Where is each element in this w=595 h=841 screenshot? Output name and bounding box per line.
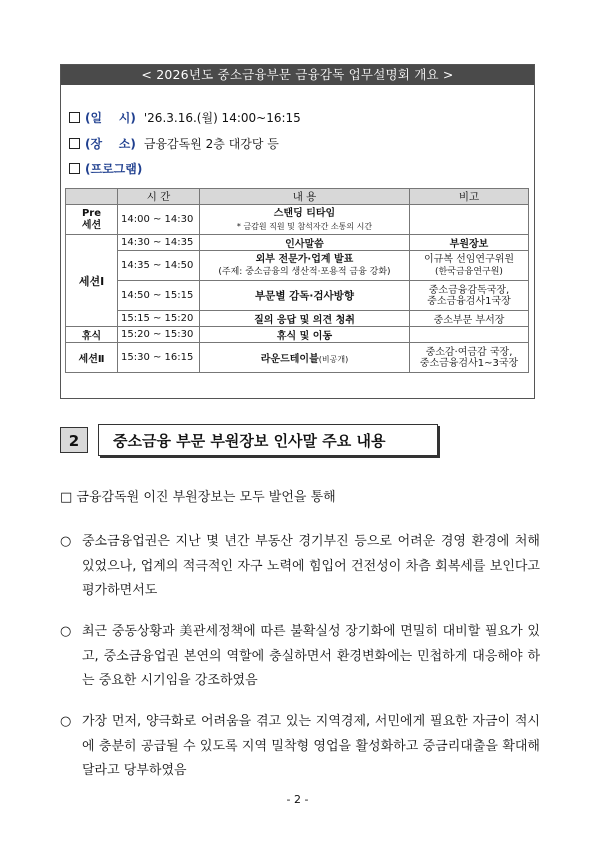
checkbox-square-icon [69,138,80,149]
session2-label: 세션Ⅱ [66,343,118,373]
header-note: 비고 [410,189,529,205]
note-cell [410,251,529,281]
note-sub: (한국금융연구원) [435,266,503,277]
note-main: 이규복 선임연구위원 [423,253,515,265]
content-cell [200,343,410,373]
time-cell: 14:50 ~ 15:15 [118,281,200,311]
time-cell: 15:30 ~ 16:15 [118,343,200,373]
header-content: 내 용 [200,189,410,205]
content-sub: (비공개) [318,355,349,364]
overview-box [60,64,535,399]
content-sub: (주제: 중소금융의 생산적·포용적 금융 강화) [218,266,391,277]
place-line [69,135,279,152]
bullet-text: 최근 중동상황과 美관세정책에 따른 불확실성 장기화에 면밀히 대비할 필요가 있고, 중소금융업권 본연의 역할에 충실하면서 환경변화에는 민첩하게 대응해야 하는 중요한 시기임을 강조하였음 [82,624,540,688]
date-line [69,109,301,126]
content-cell [200,205,410,235]
content-cell: 휴식 및 이동 [200,327,410,343]
program-line [69,160,142,177]
session1-label: 세션Ⅰ [66,235,118,327]
note-cell [410,205,529,235]
time-cell: 15:20 ~ 15:30 [118,327,200,343]
circle-bullet-icon: ○ [60,714,72,729]
program-table [65,188,529,373]
bullet-item [60,620,540,694]
time-cell: 15:15 ~ 15:20 [118,311,200,327]
bullet-item [60,710,540,784]
note-cell: 중소부문 부서장 [410,311,529,327]
note-sub: 중소금융검사1~3국장 [419,357,519,369]
time-cell: 14:00 ~ 14:30 [118,205,200,235]
pre-session-label: Pre 세션 [66,205,118,235]
time-cell: 14:35 ~ 14:50 [118,251,200,281]
content-main: 외부 전문가·업계 발표 [255,253,354,265]
bullet-text: 중소금융업권은 지난 몇 년간 부동산 경기부진 등으로 어려운 경영 환경에 처해 있었으나, 업계의 적극적인 자구 노력에 힘입어 건전성이 차츰 회복세를 보인다고 평가하면서도 [82,534,540,598]
note-main: 중소금융감독국장, [428,284,510,296]
circle-bullet-icon: ○ [60,534,72,549]
circle-bullet-icon: ○ [60,624,72,639]
section-title: 중소금융 부문 부원장보 인사말 주요 내용 [98,424,438,456]
note-cell [410,343,529,373]
content-cell [200,251,410,281]
time-cell: 14:30 ~ 14:35 [118,235,200,251]
place-label: (장 소) [85,137,136,151]
checkbox-square-icon [69,163,80,174]
intro-paragraph: □ 금융감독원 이진 부원장보는 모두 발언을 통해 [60,490,336,505]
content-cell: 인사말씀 [200,235,410,251]
note-main: 중소감·여금감 국장, [425,346,513,358]
note-cell: 부원장보 [410,235,529,251]
place-value: 금융감독원 2층 대강당 등 [143,137,279,151]
section-number: 2 [60,427,88,453]
program-label: (프로그램) [85,162,143,176]
content-sub: * 금감원 직원 및 참석자간 소통의 시간 [236,221,373,231]
section-2-heading [60,424,440,458]
bullet-text: 가장 먼저, 양극화로 어려움을 겪고 있는 지역경제, 서민에게 필요한 자금이 적시에 충분히 공급될 수 있도록 지역 밀착형 영업을 활성화하고 중금리대출을 확대해 달라고 당부하였음 [82,714,540,778]
checkbox-square-icon [69,112,80,123]
bullet-item [60,530,540,604]
content-main: 스탠딩 티타임 [273,207,336,219]
note-cell [410,281,529,311]
page-number: - 2 - [286,793,309,806]
content-cell: 질의 응답 및 의견 청취 [200,311,410,327]
header-time: 시 간 [118,189,200,205]
date-label: (일 시) [85,111,136,125]
header-blank [66,189,118,205]
content-main: 라운드테이블 [260,354,319,365]
overview-title: < 2026년도 중소금융부문 금융감독 업무설명회 개요 > [61,65,534,85]
break-label: 휴식 [66,327,118,343]
note-sub: 중소금융검사1국장 [427,295,511,307]
date-value: '26.3.16.(월) 14:00~16:15 [143,111,301,125]
note-cell [410,327,529,343]
content-cell: 부문별 감독·검사방향 [200,281,410,311]
